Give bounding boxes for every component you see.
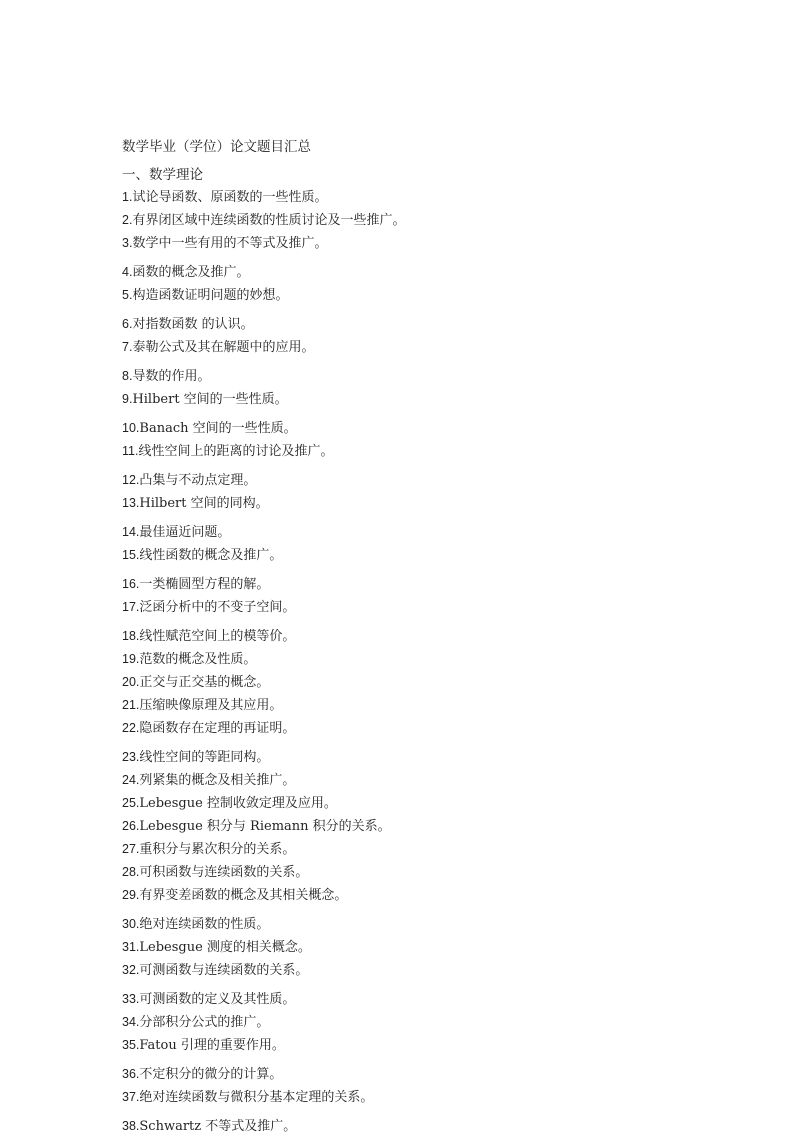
topic-number: 19. bbox=[122, 652, 140, 666]
topic-item bbox=[122, 748, 762, 767]
topic-text: Hilbert 空间的一些性质。 bbox=[132, 392, 288, 407]
topic-number: 30. bbox=[122, 917, 140, 931]
topic-text: Fatou 引理的重要作用。 bbox=[139, 1038, 285, 1053]
section-heading: 一、数学理论 bbox=[122, 167, 203, 183]
topic-text: 可测函数与连续函数的关系。 bbox=[139, 963, 309, 978]
topic-text: 数学中一些有用的不等式及推广。 bbox=[132, 236, 328, 251]
topic-number: 8. bbox=[122, 369, 133, 383]
topic-text: 列紧集的概念及相关推广。 bbox=[139, 773, 296, 788]
topic-number: 1. bbox=[122, 190, 133, 204]
topic-number: 28. bbox=[122, 865, 140, 879]
topic-text: 绝对连续函数与微积分基本定理的关系。 bbox=[139, 1090, 374, 1105]
topic-number: 23. bbox=[122, 750, 140, 764]
topic-text: 线性赋范空间上的模等价。 bbox=[139, 629, 296, 644]
topic-item bbox=[122, 915, 762, 934]
topic-item bbox=[122, 771, 762, 790]
topic-item bbox=[122, 523, 762, 542]
topic-number: 27. bbox=[122, 842, 140, 856]
topic-item bbox=[122, 863, 762, 882]
topic-item bbox=[122, 840, 762, 859]
topic-number: 22. bbox=[122, 721, 140, 735]
topic-number: 33. bbox=[122, 992, 140, 1006]
topic-number: 7. bbox=[122, 340, 133, 354]
topic-number: 35. bbox=[122, 1038, 140, 1052]
topic-number: 34. bbox=[122, 1015, 140, 1029]
topic-item bbox=[122, 1036, 762, 1055]
topic-item bbox=[122, 234, 762, 253]
topic-text: Hilbert 空间的同构。 bbox=[139, 496, 269, 511]
topic-text: 导数的作用。 bbox=[132, 369, 211, 384]
topic-number: 26. bbox=[122, 819, 140, 833]
topic-list bbox=[122, 188, 762, 1136]
topic-text: 泛函分析中的不变子空间。 bbox=[139, 600, 296, 615]
topic-item bbox=[122, 471, 762, 490]
topic-item bbox=[122, 1013, 762, 1032]
topic-item bbox=[122, 650, 762, 669]
topic-text: Lebesgue 积分与 Riemann 积分的关系。 bbox=[139, 819, 391, 834]
topic-item bbox=[122, 990, 762, 1009]
topic-item bbox=[122, 1088, 762, 1107]
topic-text: 范数的概念及性质。 bbox=[139, 652, 257, 667]
topic-text: 线性空间的等距同构。 bbox=[139, 750, 270, 765]
topic-item bbox=[122, 961, 762, 980]
topic-item bbox=[122, 719, 762, 738]
topic-item bbox=[122, 211, 762, 230]
topic-text: 对指数函数 的认识。 bbox=[132, 317, 254, 332]
topic-number: 15. bbox=[122, 548, 140, 562]
topic-item bbox=[122, 817, 762, 836]
topic-item bbox=[122, 286, 762, 305]
topic-item bbox=[122, 315, 762, 334]
topic-text: 可测函数的定义及其性质。 bbox=[139, 992, 296, 1007]
topic-item bbox=[122, 696, 762, 715]
topic-text: Lebesgue 控制收敛定理及应用。 bbox=[139, 796, 337, 811]
topic-text: 凸集与不动点定理。 bbox=[139, 473, 257, 488]
topic-text: 一类椭圆型方程的解。 bbox=[139, 577, 270, 592]
topic-text: Banach 空间的一些性质。 bbox=[139, 421, 297, 436]
topic-text: 试论导函数、原函数的一些性质。 bbox=[132, 190, 328, 205]
topic-item bbox=[122, 598, 762, 617]
topic-text: 泰勒公式及其在解题中的应用。 bbox=[132, 340, 315, 355]
topic-number: 29. bbox=[122, 888, 140, 902]
topic-number: 13. bbox=[122, 496, 140, 510]
topic-text: 函数的概念及推广。 bbox=[132, 265, 250, 280]
topic-number: 11. bbox=[122, 444, 139, 458]
topic-text: 正交与正交基的概念。 bbox=[139, 675, 270, 690]
topic-item bbox=[122, 188, 762, 207]
topic-text: 线性空间上的距离的讨论及推广。 bbox=[138, 444, 334, 459]
topic-number: 24. bbox=[122, 773, 140, 787]
topic-text: 绝对连续函数的性质。 bbox=[139, 917, 270, 932]
topic-item bbox=[122, 367, 762, 386]
topic-text: 有界变差函数的概念及其相关概念。 bbox=[139, 888, 348, 903]
topic-number: 5. bbox=[122, 288, 133, 302]
topic-number: 21. bbox=[122, 698, 140, 712]
topic-number: 31. bbox=[122, 940, 140, 954]
topic-item bbox=[122, 886, 762, 905]
topic-text: 不定积分的微分的计算。 bbox=[139, 1067, 283, 1082]
topic-number: 25. bbox=[122, 796, 140, 810]
topic-item bbox=[122, 546, 762, 565]
topic-text: 压缩映像原理及其应用。 bbox=[139, 698, 283, 713]
topic-item bbox=[122, 938, 762, 957]
topic-number: 32. bbox=[122, 963, 140, 977]
topic-number: 12. bbox=[122, 473, 140, 487]
topic-text: 线性函数的概念及推广。 bbox=[139, 548, 283, 563]
topic-number: 2. bbox=[122, 213, 133, 227]
topic-number: 3. bbox=[122, 236, 133, 250]
topic-text: 最佳逼近问题。 bbox=[139, 525, 231, 540]
topic-text: 重积分与累次积分的关系。 bbox=[139, 842, 296, 857]
topic-number: 20. bbox=[122, 675, 140, 689]
topic-text: 可积函数与连续函数的关系。 bbox=[139, 865, 309, 880]
topic-text: 构造函数证明问题的妙想。 bbox=[132, 288, 289, 303]
topic-number: 6. bbox=[122, 317, 133, 331]
topic-item bbox=[122, 1117, 762, 1136]
topic-item bbox=[122, 673, 762, 692]
topic-number: 9. bbox=[122, 392, 133, 406]
topic-item bbox=[122, 419, 762, 438]
topic-item bbox=[122, 575, 762, 594]
topic-number: 16. bbox=[122, 577, 140, 591]
topic-item bbox=[122, 442, 762, 461]
topic-text: Lebesgue 测度的相关概念。 bbox=[139, 940, 311, 955]
topic-number: 4. bbox=[122, 265, 133, 279]
topic-number: 17. bbox=[122, 600, 140, 614]
topic-item bbox=[122, 390, 762, 409]
topic-text: Schwartz 不等式及推广。 bbox=[139, 1119, 297, 1134]
topic-item bbox=[122, 1065, 762, 1084]
topic-number: 38. bbox=[122, 1119, 140, 1133]
topic-text: 隐函数存在定理的再证明。 bbox=[139, 721, 296, 736]
document-content bbox=[122, 137, 762, 1140]
topic-item bbox=[122, 263, 762, 282]
document-title: 数学毕业（学位）论文题目汇总 bbox=[122, 139, 311, 155]
topic-number: 18. bbox=[122, 629, 140, 643]
topic-number: 14. bbox=[122, 525, 140, 539]
topic-item bbox=[122, 338, 762, 357]
topic-item bbox=[122, 627, 762, 646]
topic-text: 分部积分公式的推广。 bbox=[139, 1015, 270, 1030]
topic-text: 有界闭区域中连续函数的性质讨论及一些推广。 bbox=[132, 213, 406, 228]
topic-number: 37. bbox=[122, 1090, 140, 1104]
topic-number: 10. bbox=[122, 421, 140, 435]
topic-item bbox=[122, 494, 762, 513]
topic-number: 36. bbox=[122, 1067, 140, 1081]
topic-item bbox=[122, 794, 762, 813]
